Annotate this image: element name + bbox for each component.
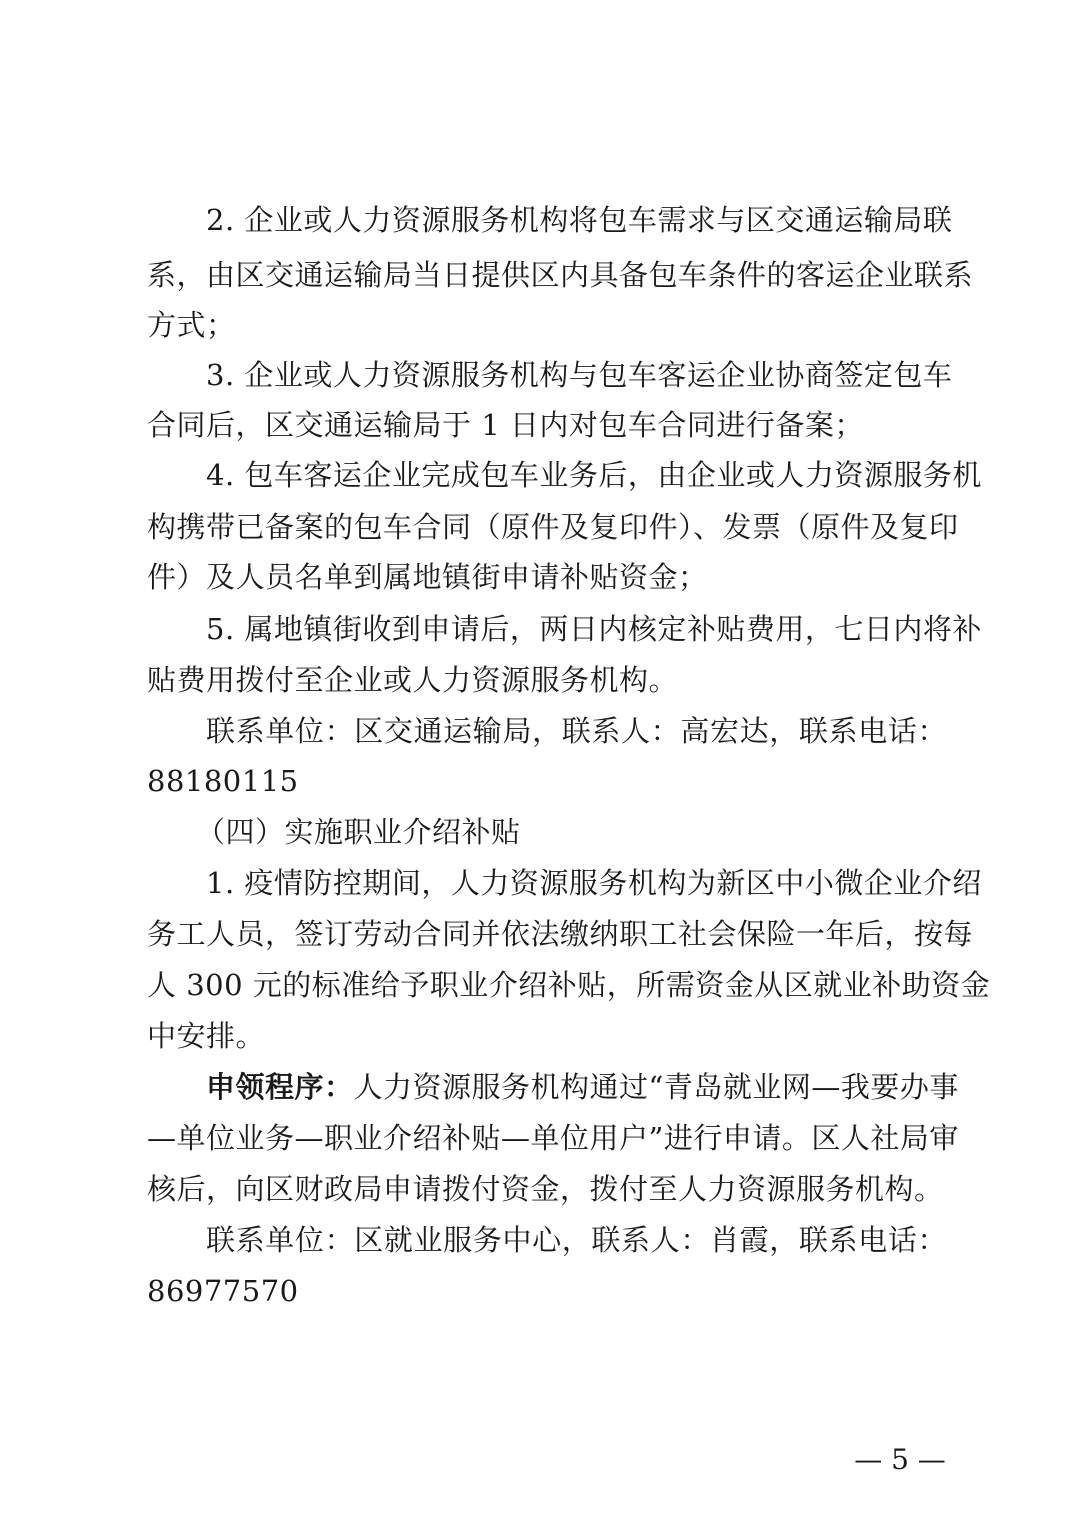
procedure-line (206, 1067, 959, 1107)
paragraph-line: 4. 包车客运企业完成包车业务后，由企业或人力资源服务机 (206, 458, 982, 492)
section-heading: （四）实施职业介绍补贴 (196, 815, 521, 849)
contact-line: 联系单位：区就业服务中心，联系人：肖霞，联系电话： (206, 1223, 947, 1257)
paragraph-line: 贴费用拨付至企业或人力资源服务机构。 (147, 663, 679, 697)
paragraph-line: 构携带已备案的包车合同（原件及复印件）、发票（原件及复印 (147, 510, 959, 544)
contact-phone: 86977570 (147, 1274, 299, 1308)
paragraph-line: 中安排。 (147, 1019, 266, 1053)
paragraph-line: 方式； (147, 308, 236, 342)
procedure-text: 人力资源服务机构通过“青岛就业网—我要办事 (353, 1070, 959, 1104)
paragraph-line: 件）及人员名单到属地镇街申请补贴资金； (147, 560, 708, 594)
paragraph-line: 合同后，区交通运输局于 1 日内对包车合同进行备案； (147, 408, 864, 442)
paragraph-line: 3. 企业或人力资源服务机构与包车客运企业协商签定包车 (206, 358, 953, 392)
paragraph-line: 核后，向区财政局申请拨付资金，拨付至人力资源服务机构。 (147, 1172, 944, 1206)
paragraph-line: 1. 疫情防控期间，人力资源服务机构为新区中小微企业介绍 (206, 866, 982, 900)
paragraph-line: —单位业务—职业介绍补贴—单位用户”进行申请。区人社局审 (147, 1121, 959, 1155)
paragraph-line: 2. 企业或人力资源服务机构将包车需求与区交通运输局联 (206, 203, 953, 237)
contact-phone: 88180115 (147, 764, 299, 798)
paragraph-line: 5. 属地镇街收到申请后，两日内核定补贴费用，七日内将补 (206, 612, 982, 646)
page-number: — 5 — (854, 1443, 946, 1476)
paragraph-line: 系，由区交通运输局当日提供区内具备包车条件的客运企业联系 (147, 258, 974, 292)
paragraph-line: 务工人员，签订劳动合同并依法缴纳职工社会保险一年后，按每 (147, 917, 974, 951)
paragraph-line: 人 300 元的标准给予职业介绍补贴，所需资金从区就业补助资金 (147, 968, 991, 1002)
procedure-label: 申领程序： (206, 1070, 354, 1104)
contact-line: 联系单位：区交通运输局，联系人：高宏达，联系电话： (206, 714, 947, 748)
